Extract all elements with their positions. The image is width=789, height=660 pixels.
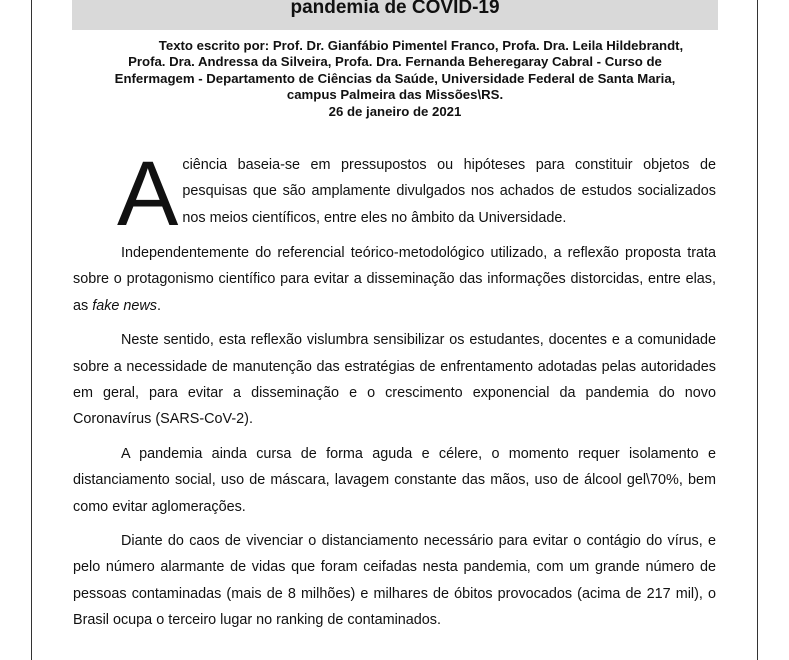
fake-news-term: fake news — [92, 297, 157, 314]
byline-line-4: campus Palmeira das Missões\RS. — [286, 87, 504, 103]
paragraph-3: Neste sentido, esta reflexão vislumbra sensibilizar os estudantes, docentes e a comunidade sobre a necessidade de manutenção das estratégias de enfrentamento adotadas pelas autoridades em geral, para evitar a disseminação e o crescimento exponencial da pandemia do novo Coronavírus (SARS-CoV-2). — [73, 332, 716, 428]
author-byline — [80, 38, 710, 120]
title-banner — [72, 0, 718, 30]
paragraph-5: Diante do caos de vivenciar o distanciamento necessário para evitar o contágio do vírus, e pelo número alarmante de vidas que foram ceifadas nesta pandemia, com um grande número de pessoas contaminadas (mais de 8 milhões) e milhares de óbitos provocados (acima de 217 mil), o Brasil ocupa o terceiro lugar no ranking de contaminados. — [73, 533, 716, 629]
paragraph-2: Independentemente do referencial teórico-metodológico utilizado, a reflexão proposta trata sobre o protagonismo científico para evitar a disseminação das informações distorcidas, entre elas, as fake news. — [73, 245, 716, 314]
byline-line-3: Enfermagem - Departamento de Ciências da Saúde, Universidade Federal de Santa Maria, — [114, 70, 676, 86]
paragraph-4: A pandemia ainda cursa de forma aguda e célere, o momento requer isolamento e distanciamento social, uso de máscara, lavagem constante das mãos, uso de álcool gel\70%, bem como evitar aglomerações. — [73, 445, 716, 515]
drop-cap: A — [117, 143, 179, 245]
article-body — [73, 240, 716, 642]
byline-line-2: Profa. Dra. Andressa da Silveira, Profa. Dra. Fernanda Beheregaray Cabral - Curso de — [128, 54, 662, 70]
page-title: pandemia de COVID-19 — [290, 0, 500, 18]
paragraph-1 — [73, 143, 716, 245]
publication-date: 26 de janeiro de 2021 — [328, 103, 462, 119]
byline-line-1: Texto escrito por: Prof. Dr. Gianfábio Pimentel Franco, Profa. Dra. Leila Hildebrandt, — [158, 38, 684, 53]
paragraph-1-text: ciência baseia-se em pressupostos ou hipóteses para constituir objetos de pesquisas que são amplamente divulgados nos achados de estudos socializados nos meios científicos, entre eles no âmbito da Universidade. — [182, 157, 716, 226]
